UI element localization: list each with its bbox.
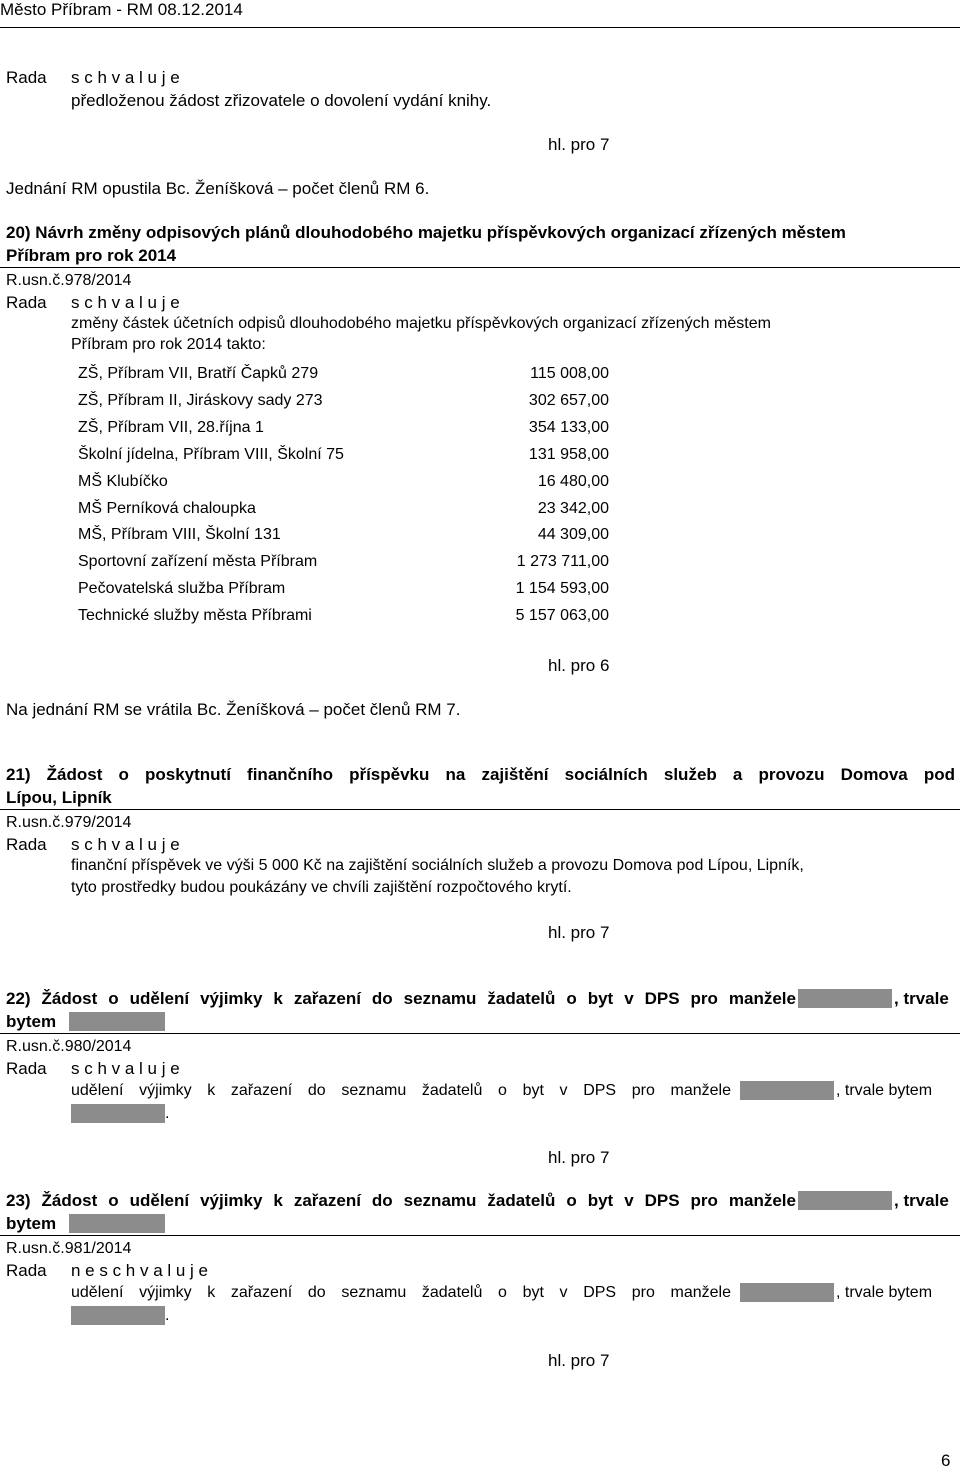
resolution-text: změny částek účetních odpisů dlouhodobého majetku příspěvkových organizací zřízených městem	[71, 315, 771, 332]
agenda-item-heading: 22) Žádost o udělení výjimky k zařazení do seznamu žadatelů o byt v DPS pro manžele	[6, 989, 796, 1008]
table-row-amount: 44 309,00	[537, 526, 609, 543]
redacted-address	[69, 1012, 165, 1031]
agenda-item-heading-suffix: , trvale	[894, 1191, 949, 1210]
vote-result: hl. pro 6	[548, 656, 610, 675]
table-row-amount: 302 657,00	[528, 392, 609, 409]
rada-label: Rada	[6, 1261, 47, 1280]
table-row-name: Školní jídelna, Příbram VIII, Školní 75	[78, 446, 344, 463]
section-divider	[0, 1033, 960, 1034]
resolution-text: udělení výjimky k zařazení do seznamu žadatelů o byt v DPS pro manžele	[71, 1284, 731, 1301]
table-row-name: ZŠ, Příbram VII, Bratří Čapků 279	[78, 365, 319, 382]
redacted-address	[71, 1104, 165, 1123]
agenda-item-heading-cont: bytem	[6, 1214, 57, 1233]
resolution-text: předloženou žádost zřizovatele o dovolení vydání knihy.	[71, 91, 492, 110]
resolution-text-suffix: , trvale bytem	[836, 1284, 933, 1301]
section-divider	[0, 809, 960, 810]
agenda-item-heading: 23) Žádost o udělení výjimky k zařazení do seznamu žadatelů o byt v DPS pro manžele	[6, 1191, 796, 1210]
table-row-amount: 131 958,00	[528, 446, 609, 463]
agenda-item-heading-cont: Příbram pro rok 2014	[6, 246, 177, 265]
table-row-name: MŠ, Příbram VIII, Školní 131	[78, 526, 281, 543]
section-divider	[0, 1235, 960, 1236]
table-row-amount: 354 133,00	[528, 419, 609, 436]
page-number: 6	[941, 1451, 951, 1470]
table-row-name: Sportovní zařízení města Příbram	[78, 553, 318, 570]
table-row-name: MŠ Perníková chaloupka	[78, 500, 256, 517]
resolution-text: udělení výjimky k zařazení do seznamu žadatelů o byt v DPS pro manžele	[71, 1082, 731, 1099]
agenda-item-heading: 21) Žádost o poskytnutí finančního příspěvku na zajištění sociálních služeb a provozu Domova pod	[6, 765, 955, 784]
agenda-item-heading: 20) Návrh změny odpisových plánů dlouhodobého majetku příspěvkových organizací zřízených městem	[6, 223, 846, 242]
page-header-title: Město Příbram - RM 08.12.2014	[0, 0, 243, 19]
approval-verb: s c h v a l u j e	[71, 1059, 180, 1078]
attendance-note: Na jednání RM se vrátila Bc. Ženíšková – počet členů RM 7.	[6, 700, 461, 719]
redacted-name	[740, 1283, 834, 1302]
redacted-name	[798, 1191, 892, 1210]
table-row-name: Pečovatelská služba Příbram	[78, 580, 286, 597]
sentence-end: .	[165, 1307, 170, 1324]
table-row-name: Technické služby města Příbrami	[78, 607, 312, 624]
table-row-amount: 23 342,00	[537, 500, 609, 517]
table-row-amount: 1 273 711,00	[516, 553, 609, 570]
table-row-name: MŠ Klubíčko	[78, 473, 168, 490]
resolution-text: finanční příspěvek ve výši 5 000 Kč na zajištění sociálních služeb a provozu Domova pod Lípou, Lipník,	[71, 857, 804, 874]
redacted-name	[740, 1081, 834, 1100]
rejection-verb: n e s c h v a l u j e	[71, 1261, 209, 1280]
vote-result: hl. pro 7	[548, 1351, 610, 1370]
resolution-number: R.usn.č.981/2014	[6, 1240, 132, 1257]
resolution-number: R.usn.č.979/2014	[6, 814, 132, 831]
resolution-text-suffix: , trvale bytem	[836, 1082, 933, 1099]
table-row-amount: 16 480,00	[537, 473, 609, 490]
table-row-name: ZŠ, Příbram VII, 28.října 1	[78, 419, 264, 436]
agenda-item-heading-cont: bytem	[6, 1012, 57, 1031]
table-row-name: ZŠ, Příbram II, Jiráskovy sady 273	[78, 392, 323, 409]
rada-label: Rada	[6, 293, 47, 312]
agenda-item-heading-suffix: , trvale	[894, 989, 949, 1008]
resolution-text-cont: tyto prostředky budou poukázány ve chvíli zajištění rozpočtového krytí.	[71, 879, 572, 896]
table-row-amount: 1 154 593,00	[515, 580, 609, 597]
vote-result: hl. pro 7	[548, 135, 610, 154]
rada-label: Rada	[6, 1059, 47, 1078]
redacted-address	[71, 1306, 165, 1325]
rada-label: Rada	[6, 835, 47, 854]
header-divider	[0, 27, 960, 28]
approval-verb: s c h v a l u j e	[71, 835, 180, 854]
sentence-end: .	[165, 1105, 170, 1122]
agenda-item-heading-cont: Lípou, Lipník	[6, 788, 112, 807]
section-divider	[0, 267, 960, 268]
vote-result: hl. pro 7	[548, 923, 610, 942]
attendance-note: Jednání RM opustila Bc. Ženíšková – počet členů RM 6.	[6, 179, 430, 198]
table-row-amount: 115 008,00	[530, 365, 609, 382]
resolution-number: R.usn.č.978/2014	[6, 272, 132, 289]
rada-label: Rada	[6, 68, 47, 87]
redacted-address	[69, 1214, 165, 1233]
redacted-name	[798, 989, 892, 1008]
table-row-amount: 5 157 063,00	[515, 607, 609, 624]
approval-verb: s c h v a l u j e	[71, 68, 180, 87]
approval-verb: s c h v a l u j e	[71, 293, 180, 312]
resolution-number: R.usn.č.980/2014	[6, 1038, 132, 1055]
resolution-text-cont: Příbram pro rok 2014 takto:	[71, 336, 266, 353]
vote-result: hl. pro 7	[548, 1148, 610, 1167]
